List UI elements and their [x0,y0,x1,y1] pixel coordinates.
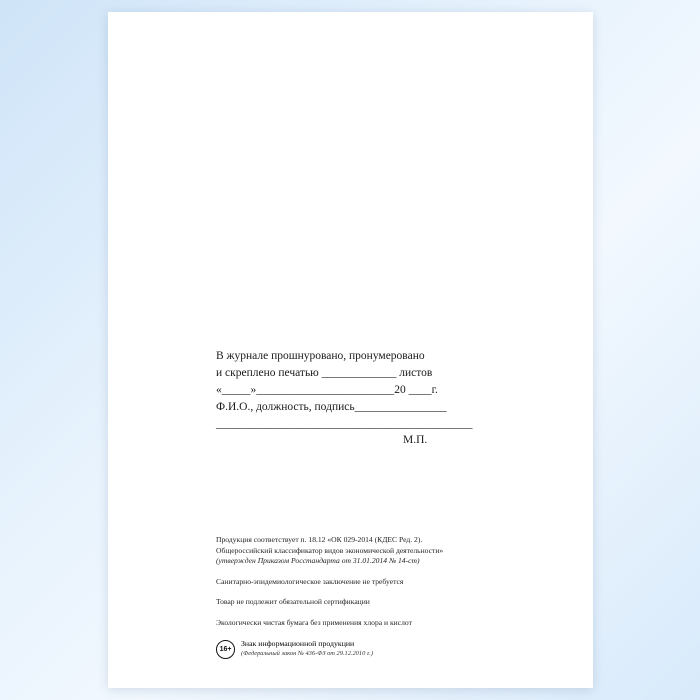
document-page [108,12,593,688]
age-rating-law: (Федеральный закон № 436-ФЗ от 29.12.2010 г.) [241,650,374,657]
age-rating-text [241,639,373,659]
cert-line-2-prefix: и скреплено печатью [216,367,322,379]
legal-block [216,535,566,638]
cert-line-4-signature: Ф.И.О., должность, подпись________________ [216,401,447,413]
cert-line-2 [216,365,546,382]
cert-line-2-suffix: листов [396,367,433,379]
product-conformity-line-3: (утвержден Приказом Росстандарта от 31.01.2014 № 14-ст) [216,556,420,565]
certification-block [216,348,546,433]
cert-line-1: В журнале прошнуровано, пронумеровано [216,350,425,362]
cert-line-5-rule: _______________________________________________ [216,418,473,430]
age-rating-badge-icon: 16+ [216,640,235,659]
product-conformity-line-2: Общероссийский классификатор видов экономической деятельности» [216,545,444,555]
age-rating-label: Знак информационной продукции [241,639,355,648]
cert-line-3-date: «_____»________________________20 ____г. [216,384,438,396]
product-conformity-line-1: Продукция соответствует п. 18.12 «ОК 029-2014 (КДЕС Ред. 2). [216,535,423,544]
eco-paper-note: Экологически чистая бумага без применения хлора и кислот [216,617,412,627]
cert-line-2-rule: _____________ [321,367,397,379]
age-rating-row [216,639,373,659]
certification-not-required-note: Товар не подлежит обязательной сертификации [216,597,370,606]
stamp-mark: М.П. [403,434,428,446]
sanitary-conclusion-note: Санитарно-эпидемиологическое заключение не требуется [216,576,404,586]
